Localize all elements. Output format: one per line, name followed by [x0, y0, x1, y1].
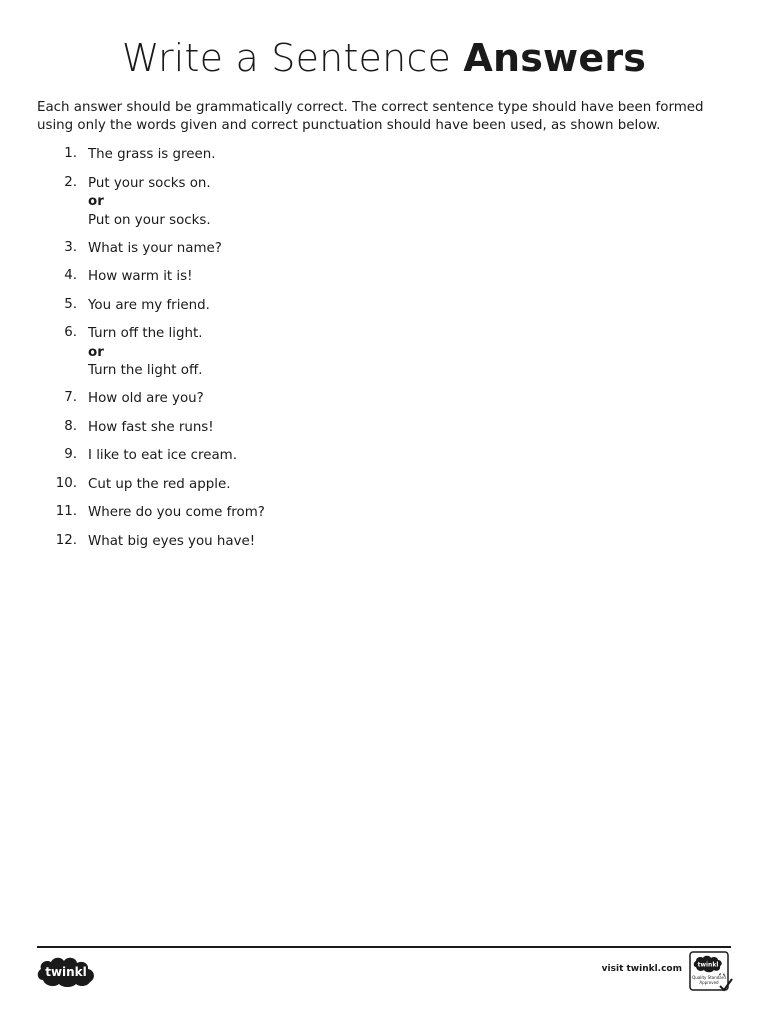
answer-number: 9.: [64, 447, 77, 462]
answer-or: or: [88, 344, 104, 360]
answer-text: Where do you come from?: [88, 505, 265, 520]
answer-or: or: [88, 194, 104, 209]
twinkl-logo: [35, 954, 97, 988]
quality-badge: [689, 951, 733, 993]
logo-text: twinkl: [45, 965, 87, 979]
answer-number: 3.: [64, 239, 77, 255]
answer-number: 1.: [64, 146, 77, 161]
answer-number: 4.: [64, 268, 77, 283]
answer-text: You are my friend.: [88, 297, 210, 313]
page-title: [0, 36, 768, 80]
answer-number: 7.: [64, 390, 77, 405]
answer-text: What big eyes you have!: [88, 533, 256, 549]
intro-paragraph: Each answer should be grammatically correct. The correct sentence type should have been formed using only the words given and correct punctuation should have been used, as shown below.: [37, 100, 704, 133]
answer-text: The grass is green.: [88, 147, 216, 162]
badge-line2: Approved: [699, 980, 719, 985]
badge-brand-text: twinkl: [697, 961, 719, 969]
answer-text: I like to eat ice cream.: [88, 448, 237, 463]
answer-alt-text: Put on your socks.: [88, 212, 211, 228]
title-regular: Write a Sentence: [121, 36, 452, 80]
footer-divider: [37, 946, 731, 948]
answer-text-group: [88, 175, 211, 231]
answer-text: Put your socks on.: [88, 175, 211, 191]
answer-number: 10.: [55, 475, 77, 491]
answer-number: 12.: [55, 532, 77, 548]
answer-text: How old are you?: [88, 391, 204, 406]
answer-number: 11.: [55, 504, 77, 519]
answer-number: 2.: [64, 174, 77, 190]
answer-alt-text: Turn the light off.: [88, 363, 203, 378]
visit-link[interactable]: visit twinkl.com: [601, 964, 682, 974]
answer-number: 8.: [64, 418, 77, 434]
answer-text: What is your name?: [88, 240, 222, 256]
badge-line1: Quality Standard: [692, 975, 726, 980]
title-bold: Answers: [463, 36, 647, 80]
answer-text: How fast she runs!: [88, 419, 214, 435]
answer-text-group: [88, 325, 203, 381]
answer-number: 5.: [64, 296, 77, 312]
answer-number: 6.: [64, 325, 77, 340]
answer-text: Cut up the red apple.: [88, 476, 231, 492]
answer-text: How warm it is!: [88, 269, 193, 284]
answer-text: Turn off the light.: [88, 326, 203, 341]
